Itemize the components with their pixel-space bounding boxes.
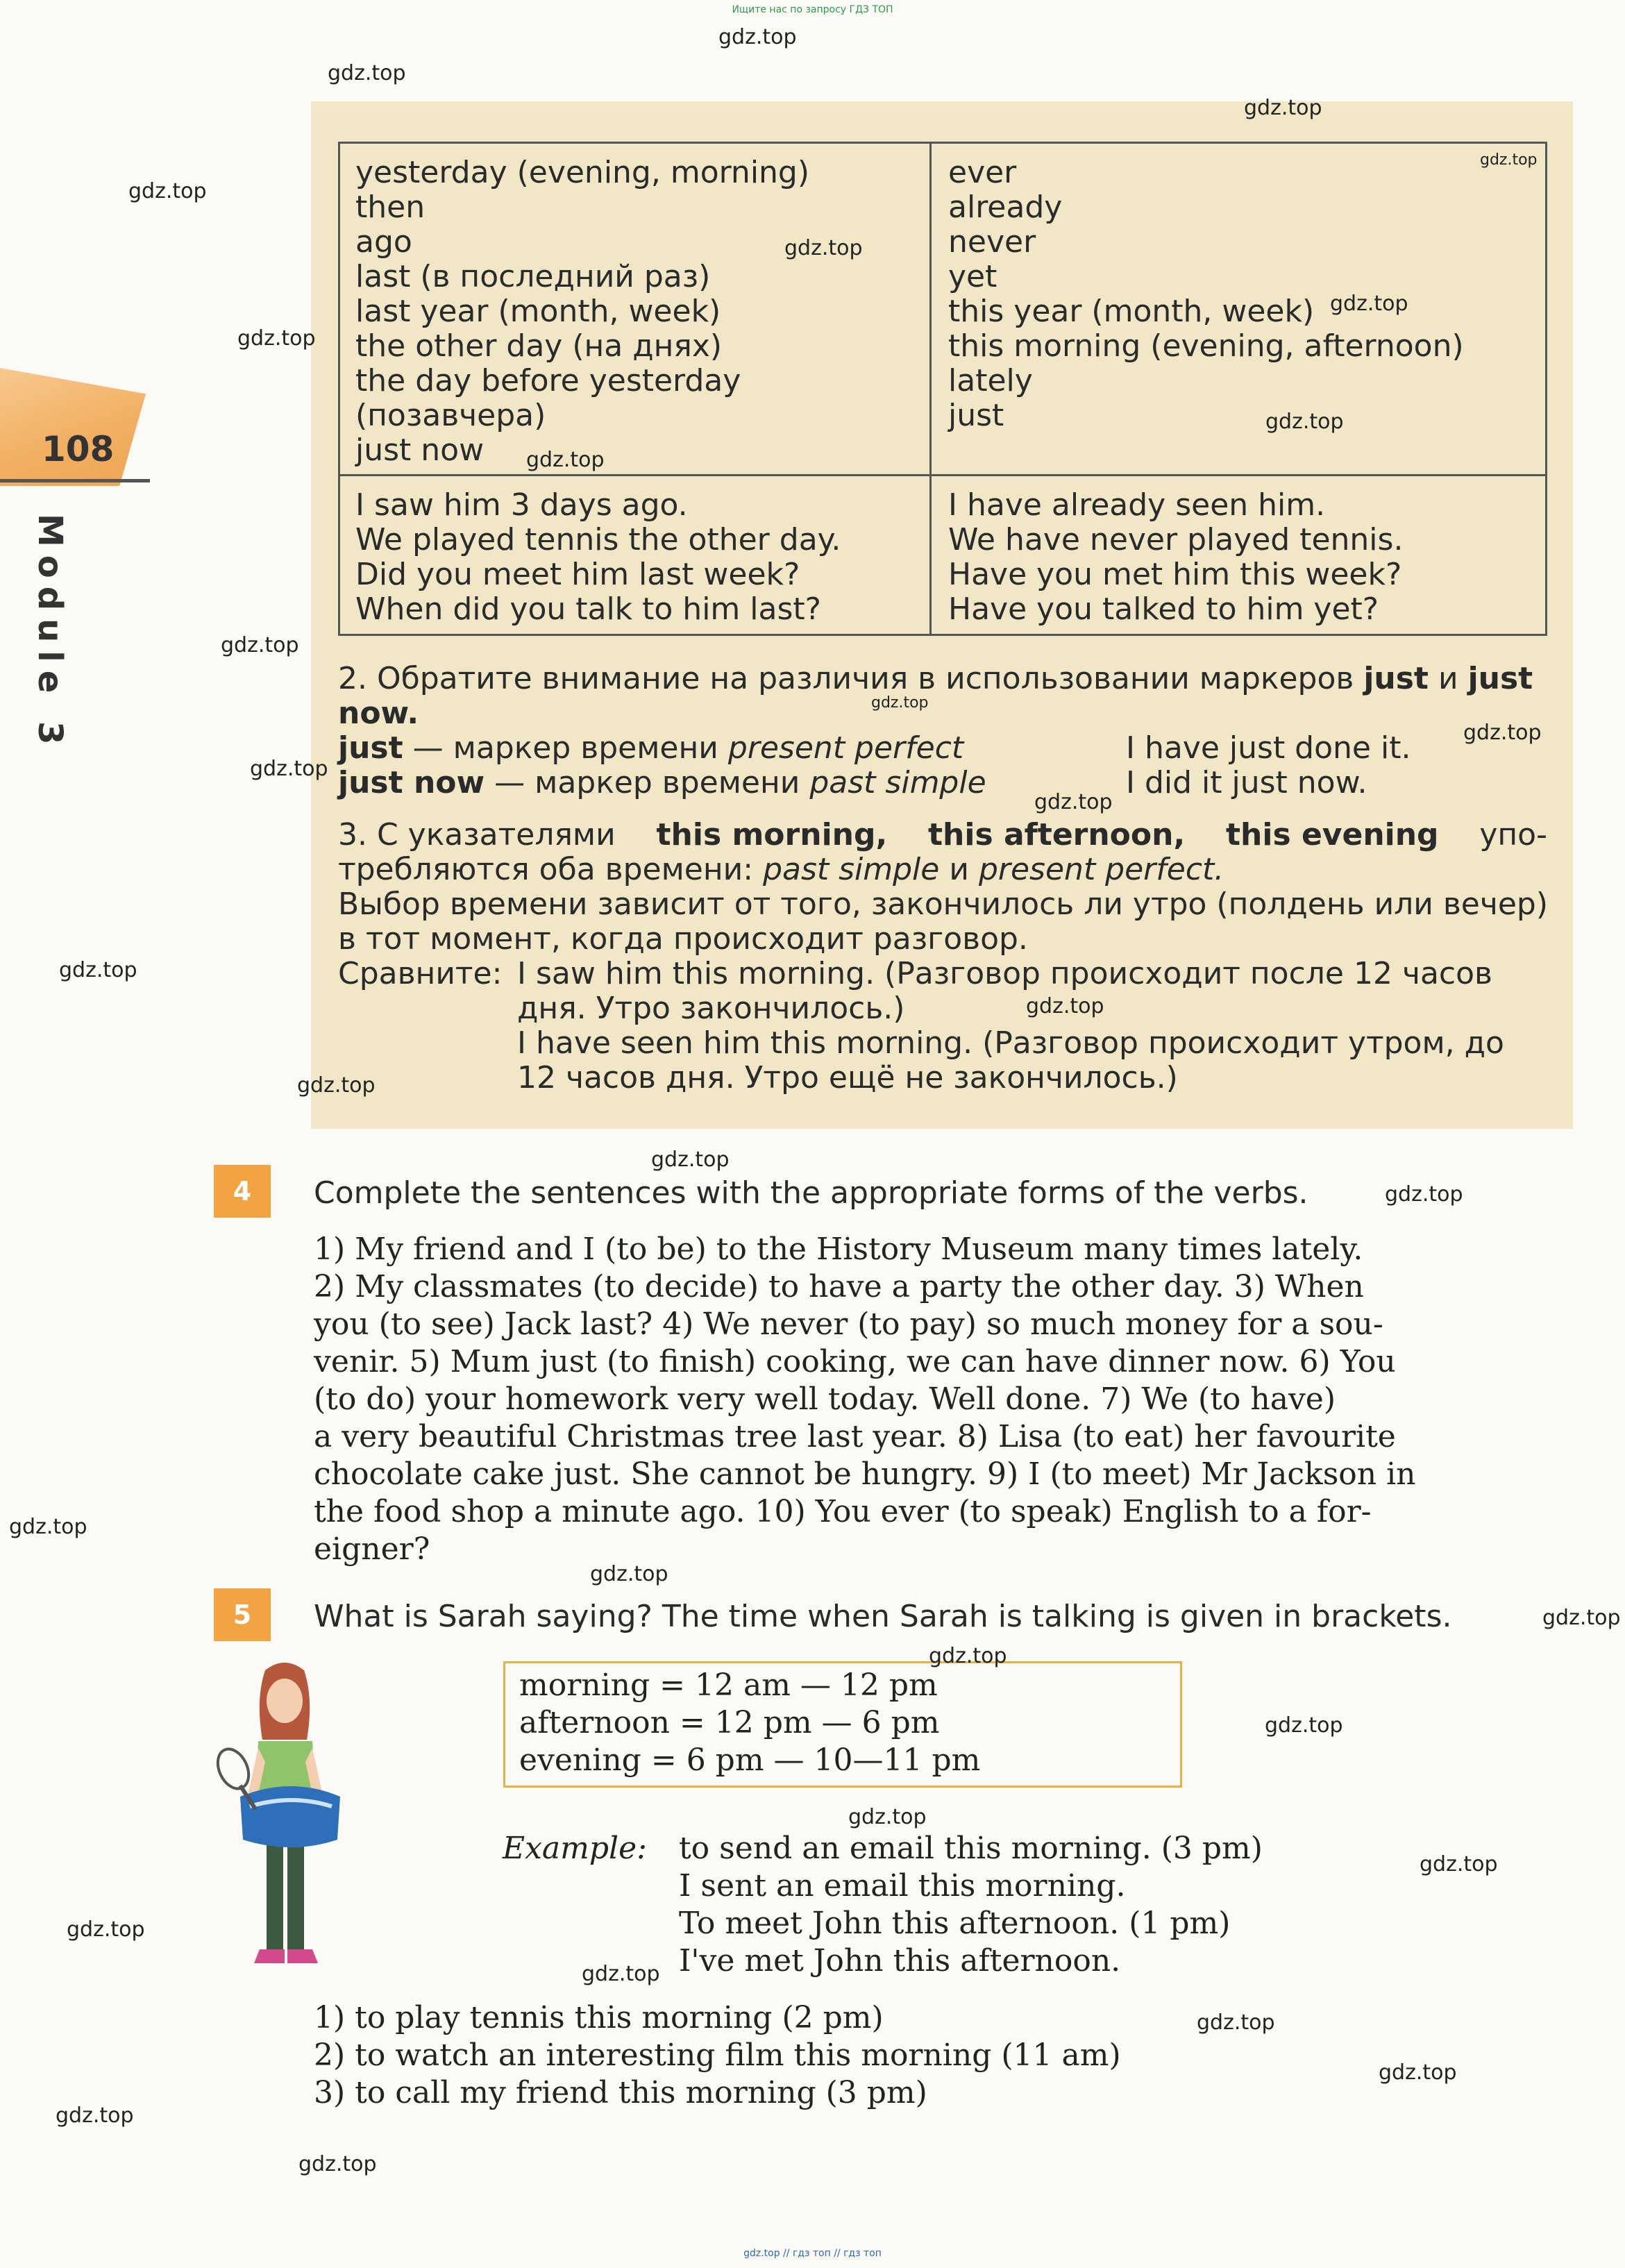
watermark: gdz.top: [871, 694, 929, 712]
watermark: gdz.top: [784, 236, 863, 260]
watermark: gdz.top: [1420, 1852, 1498, 1876]
watermark: gdz.top: [1034, 790, 1113, 814]
example-sentence: We played tennis the other day.: [355, 522, 841, 557]
watermark: gdz.top: [1265, 1713, 1343, 1738]
rule-2-intro: 2. Обратите внимание на различия в использовании маркеров just и just now.: [338, 661, 1533, 731]
marker-item: then: [355, 190, 426, 225]
markers-left-column: [355, 156, 809, 468]
compare-label: Сравните:: [338, 956, 503, 991]
watermark: gdz.top: [328, 61, 406, 85]
rule-3-line-1: 3. С указателями this morning, this afternoon, this evening упо-: [338, 817, 1547, 852]
example-sentence: When did you talk to him last?: [355, 591, 821, 627]
marker-item: yet: [948, 259, 997, 294]
rule-3-line-4: в тот момент, когда происходит разговор.: [338, 921, 1028, 957]
exercise-line: the food shop a minute ago. 10) You ever (to speak) English to a for-: [314, 1494, 1372, 1529]
watermark: gdz.top: [1463, 721, 1542, 745]
marker-item: last (в последний раз): [355, 259, 711, 294]
watermark: gdz.top: [9, 1515, 87, 1539]
compare-line-2b: 12 часов дня. Утро ещё не закончилось.): [517, 1060, 1178, 1095]
rule-3-line-3: Выбор времени зависит от того, закончилось ли утро (полдень или вечер): [338, 887, 1549, 922]
exercise-line: you (to see) Jack last? 4) We never (to pay) so much money for a sou-: [314, 1307, 1383, 1342]
exercise-4-instruction: Complete the sentences with the appropriate forms of the verbs.: [314, 1175, 1308, 1211]
exercise-line: eigner?: [314, 1531, 430, 1567]
watermark: gdz.top: [298, 2152, 377, 2176]
example-label: Example:: [503, 1831, 647, 1866]
time-range: evening = 6 pm — 10—11 pm: [519, 1742, 981, 1778]
rule-2-example-2: I did it just now.: [1126, 765, 1367, 800]
watermark: gdz.top: [1244, 96, 1322, 120]
example-lines: [679, 1830, 1263, 1980]
time-range: afternoon = 12 pm — 6 pm: [519, 1705, 940, 1740]
marker-item: the day before yesterday: [355, 363, 741, 398]
example-line: To meet John this afternoon. (1 pm): [679, 1906, 1231, 1941]
marker-item: the other day (на днях): [355, 328, 723, 364]
example-sentence: Did you meet him last week?: [355, 557, 800, 592]
watermark: gdz.top: [1480, 151, 1538, 169]
watermark: gdz.top: [651, 1148, 730, 1172]
rule-3-line-2: требляются оба времени: past simple и present perfect.: [338, 852, 1224, 887]
watermark: gdz.top: [526, 448, 605, 472]
marker-item: ago: [355, 224, 412, 260]
bottom-watermark-note: gdz.top // гдз топ // гдз топ: [743, 2248, 882, 2259]
exercise-item: 2) to watch an interesting film this morning (11 am): [314, 2038, 1121, 2073]
examples-right-column: [948, 488, 1403, 627]
rule-2-line-2: just now — маркер времени past simple: [338, 765, 986, 800]
watermark: gdz.top: [582, 1962, 660, 1986]
watermark: gdz.top: [718, 25, 797, 49]
page-number: 108: [42, 429, 115, 469]
rule-2-line-1: just — маркер времени present perfect: [338, 730, 964, 766]
example-sentence: I saw him 3 days ago.: [355, 487, 688, 523]
page-number-rule: [0, 479, 150, 482]
marker-item: just: [948, 398, 1004, 433]
rule-2-example-1: I have just done it.: [1126, 730, 1411, 766]
exercise-line: a very beautiful Christmas tree last year. 8) Lisa (to eat) her favourite: [314, 1419, 1396, 1454]
table-divider-horizontal: [338, 474, 1547, 476]
exercise-5-badge: 5: [214, 1588, 271, 1641]
top-watermark-note: Ищите нас по запросу ГДЗ ТОП: [732, 4, 893, 15]
exercise-5-items: [314, 1999, 1121, 2112]
watermark: gdz.top: [221, 633, 299, 657]
exercise-item: 3) to call my friend this morning (3 pm): [314, 2075, 927, 2110]
marker-item: ever: [948, 155, 1017, 190]
exercise-5-instruction: What is Sarah saying? The time when Sarah is talking is given in brackets.: [314, 1599, 1452, 1634]
example-line: I sent an email this morning.: [679, 1868, 1126, 1904]
sarah-illustration: [215, 1658, 354, 1977]
watermark: gdz.top: [590, 1562, 668, 1586]
watermark: gdz.top: [1265, 410, 1344, 434]
marker-item: this morning (evening, afternoon): [948, 328, 1464, 364]
exercise-line: 1) My friend and I (to be) to the History Museum many times lately.: [314, 1232, 1363, 1267]
time-range: morning = 12 am — 12 pm: [519, 1668, 938, 1703]
watermark: gdz.top: [237, 326, 316, 351]
watermark: gdz.top: [56, 2103, 134, 2128]
marker-item: yesterday (evening, morning): [355, 155, 810, 190]
example-sentence: I have already seen him.: [948, 487, 1326, 523]
table-divider-vertical: [929, 142, 932, 636]
time-ranges: [519, 1667, 980, 1779]
exercise-line: 2) My classmates (to decide) to have a party the other day. 3) When: [314, 1269, 1364, 1304]
compare-line-2a: I have seen him this morning. (Разговор происходит утром, до: [517, 1025, 1504, 1061]
watermark: gdz.top: [1379, 2060, 1457, 2085]
example-line: to send an email this morning. (3 pm): [679, 1831, 1263, 1866]
watermark: gdz.top: [1026, 994, 1104, 1018]
example-sentence: Have you met him this week?: [948, 557, 1402, 592]
watermark: gdz.top: [128, 179, 207, 203]
exercise-item: 1) to play tennis this morning (2 pm): [314, 2000, 884, 2035]
marker-item: (позавчера): [355, 398, 546, 433]
marker-item: just now: [355, 432, 485, 468]
watermark: gdz.top: [297, 1073, 376, 1098]
watermark: gdz.top: [59, 958, 137, 982]
module-label: Module 3: [31, 514, 69, 753]
example-line: I've met John this afternoon.: [679, 1943, 1121, 1979]
marker-item: last year (month, week): [355, 294, 721, 329]
watermark: gdz.top: [1330, 292, 1408, 316]
exercise-line: venir. 5) Mum just (to finish) cooking, we can have dinner now. 6) You: [314, 1344, 1396, 1379]
example-sentence: We have never played tennis.: [948, 522, 1404, 557]
watermark: gdz.top: [929, 1644, 1007, 1668]
exercise-line: chocolate cake just. She cannot be hungry. 9) I (to meet) Mr Jackson in: [314, 1456, 1416, 1492]
examples-left-column: [355, 488, 841, 627]
watermark: gdz.top: [67, 1917, 145, 1942]
watermark: gdz.top: [848, 1805, 927, 1829]
marker-item: lately: [948, 363, 1033, 398]
watermark: gdz.top: [1542, 1606, 1621, 1630]
example-sentence: Have you talked to him yet?: [948, 591, 1379, 627]
exercise-4-text: [314, 1231, 1570, 1568]
compare-line-1b: дня. Утро закончилось.): [517, 991, 905, 1026]
watermark: gdz.top: [1385, 1182, 1463, 1207]
marker-item: never: [948, 224, 1036, 260]
marker-item: this year (month, week): [948, 294, 1315, 329]
compare-line-1a: I saw him this morning. (Разговор происходит после 12 часов: [517, 956, 1492, 991]
watermark: gdz.top: [1197, 2010, 1275, 2035]
marker-item: already: [948, 190, 1063, 225]
exercise-line: (to do) your homework very well today. Well done. 7) We (to have): [314, 1381, 1336, 1417]
watermark: gdz.top: [250, 757, 328, 781]
exercise-4-badge: 4: [214, 1165, 271, 1218]
